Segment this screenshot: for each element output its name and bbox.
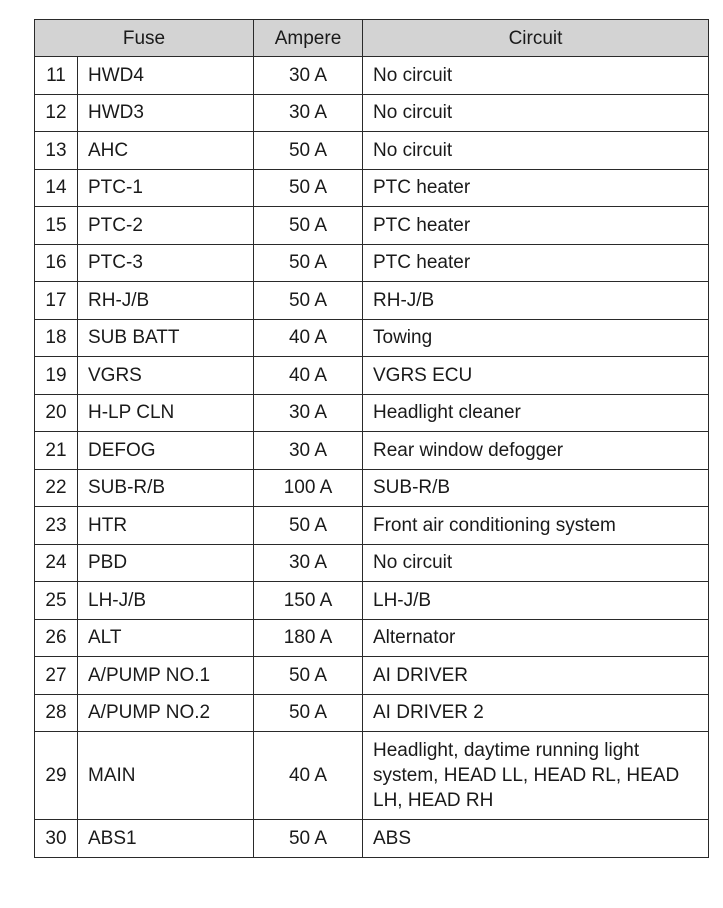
ampere-cell: 30 A bbox=[254, 57, 363, 95]
circuit-cell: No circuit bbox=[363, 132, 709, 170]
fuse-number-cell: 28 bbox=[35, 694, 78, 732]
table-row bbox=[35, 394, 709, 432]
table-row bbox=[35, 469, 709, 507]
fuse-number-cell: 27 bbox=[35, 657, 78, 695]
fuse-table bbox=[34, 19, 709, 858]
ampere-cell: 30 A bbox=[254, 544, 363, 582]
fuse-number-cell: 11 bbox=[35, 57, 78, 95]
fuse-name-cell: PTC-3 bbox=[78, 244, 254, 282]
fuse-number-cell: 24 bbox=[35, 544, 78, 582]
ampere-cell: 30 A bbox=[254, 94, 363, 132]
table-row bbox=[35, 544, 709, 582]
header-ampere: Ampere bbox=[254, 20, 363, 57]
fuse-number-cell: 12 bbox=[35, 94, 78, 132]
fuse-number-cell: 20 bbox=[35, 394, 78, 432]
fuse-name-cell: LH-J/B bbox=[78, 582, 254, 620]
fuse-name-cell: ALT bbox=[78, 619, 254, 657]
circuit-cell: Rear window defogger bbox=[363, 432, 709, 470]
circuit-cell: Towing bbox=[363, 319, 709, 357]
ampere-cell: 50 A bbox=[254, 820, 363, 858]
fuse-name-cell: PBD bbox=[78, 544, 254, 582]
table-row bbox=[35, 57, 709, 95]
fuse-name-cell: HTR bbox=[78, 507, 254, 545]
table-row bbox=[35, 732, 709, 820]
fuse-name-cell: PTC-1 bbox=[78, 169, 254, 207]
table-body bbox=[35, 57, 709, 858]
fuse-number-cell: 21 bbox=[35, 432, 78, 470]
circuit-cell: LH-J/B bbox=[363, 582, 709, 620]
fuse-number-cell: 13 bbox=[35, 132, 78, 170]
table-row bbox=[35, 507, 709, 545]
fuse-number-cell: 16 bbox=[35, 244, 78, 282]
ampere-cell: 150 A bbox=[254, 582, 363, 620]
circuit-cell: Front air conditioning system bbox=[363, 507, 709, 545]
ampere-cell: 180 A bbox=[254, 619, 363, 657]
ampere-cell: 100 A bbox=[254, 469, 363, 507]
fuse-number-cell: 15 bbox=[35, 207, 78, 245]
fuse-name-cell: MAIN bbox=[78, 732, 254, 820]
table-row bbox=[35, 657, 709, 695]
table-row bbox=[35, 244, 709, 282]
ampere-cell: 50 A bbox=[254, 694, 363, 732]
circuit-cell: PTC heater bbox=[363, 244, 709, 282]
table-row bbox=[35, 432, 709, 470]
fuse-number-cell: 25 bbox=[35, 582, 78, 620]
table-row bbox=[35, 619, 709, 657]
table-header bbox=[35, 20, 709, 57]
ampere-cell: 50 A bbox=[254, 169, 363, 207]
ampere-cell: 30 A bbox=[254, 432, 363, 470]
fuse-number-cell: 17 bbox=[35, 282, 78, 320]
fuse-name-cell: SUB BATT bbox=[78, 319, 254, 357]
circuit-cell: PTC heater bbox=[363, 169, 709, 207]
circuit-cell: RH-J/B bbox=[363, 282, 709, 320]
circuit-cell: No circuit bbox=[363, 94, 709, 132]
fuse-name-cell: AHC bbox=[78, 132, 254, 170]
table-row bbox=[35, 282, 709, 320]
circuit-cell: AI DRIVER 2 bbox=[363, 694, 709, 732]
circuit-cell: Headlight, daytime running light system, HEAD LL, HEAD RL, HEAD LH, HEAD RH bbox=[363, 732, 709, 820]
fuse-name-cell: A/PUMP NO.2 bbox=[78, 694, 254, 732]
ampere-cell: 50 A bbox=[254, 282, 363, 320]
circuit-cell: No circuit bbox=[363, 544, 709, 582]
fuse-number-cell: 22 bbox=[35, 469, 78, 507]
fuse-number-cell: 26 bbox=[35, 619, 78, 657]
circuit-cell: ABS bbox=[363, 820, 709, 858]
ampere-cell: 40 A bbox=[254, 357, 363, 395]
fuse-name-cell: HWD4 bbox=[78, 57, 254, 95]
ampere-cell: 50 A bbox=[254, 507, 363, 545]
fuse-number-cell: 14 bbox=[35, 169, 78, 207]
header-fuse: Fuse bbox=[35, 20, 254, 57]
fuse-number-cell: 29 bbox=[35, 732, 78, 820]
table-row bbox=[35, 207, 709, 245]
table-row bbox=[35, 94, 709, 132]
fuse-number-cell: 18 bbox=[35, 319, 78, 357]
fuse-number-cell: 19 bbox=[35, 357, 78, 395]
table-row bbox=[35, 357, 709, 395]
ampere-cell: 50 A bbox=[254, 657, 363, 695]
ampere-cell: 30 A bbox=[254, 394, 363, 432]
table-row bbox=[35, 582, 709, 620]
ampere-cell: 40 A bbox=[254, 319, 363, 357]
table-row bbox=[35, 694, 709, 732]
circuit-cell: AI DRIVER bbox=[363, 657, 709, 695]
fuse-name-cell: ABS1 bbox=[78, 820, 254, 858]
table-row bbox=[35, 169, 709, 207]
table-row bbox=[35, 820, 709, 858]
fuse-name-cell: HWD3 bbox=[78, 94, 254, 132]
ampere-cell: 50 A bbox=[254, 244, 363, 282]
header-circuit: Circuit bbox=[363, 20, 709, 57]
ampere-cell: 50 A bbox=[254, 132, 363, 170]
circuit-cell: VGRS ECU bbox=[363, 357, 709, 395]
fuse-name-cell: PTC-2 bbox=[78, 207, 254, 245]
circuit-cell: Alternator bbox=[363, 619, 709, 657]
fuse-name-cell: SUB-R/B bbox=[78, 469, 254, 507]
fuse-number-cell: 30 bbox=[35, 820, 78, 858]
ampere-cell: 40 A bbox=[254, 732, 363, 820]
ampere-cell: 50 A bbox=[254, 207, 363, 245]
fuse-name-cell: RH-J/B bbox=[78, 282, 254, 320]
header-row bbox=[35, 20, 709, 57]
circuit-cell: PTC heater bbox=[363, 207, 709, 245]
fuse-number-cell: 23 bbox=[35, 507, 78, 545]
fuse-name-cell: A/PUMP NO.1 bbox=[78, 657, 254, 695]
table-row bbox=[35, 132, 709, 170]
circuit-cell: No circuit bbox=[363, 57, 709, 95]
fuse-name-cell: VGRS bbox=[78, 357, 254, 395]
circuit-cell: Headlight cleaner bbox=[363, 394, 709, 432]
fuse-name-cell: DEFOG bbox=[78, 432, 254, 470]
circuit-cell: SUB-R/B bbox=[363, 469, 709, 507]
fuse-name-cell: H-LP CLN bbox=[78, 394, 254, 432]
table-row bbox=[35, 319, 709, 357]
